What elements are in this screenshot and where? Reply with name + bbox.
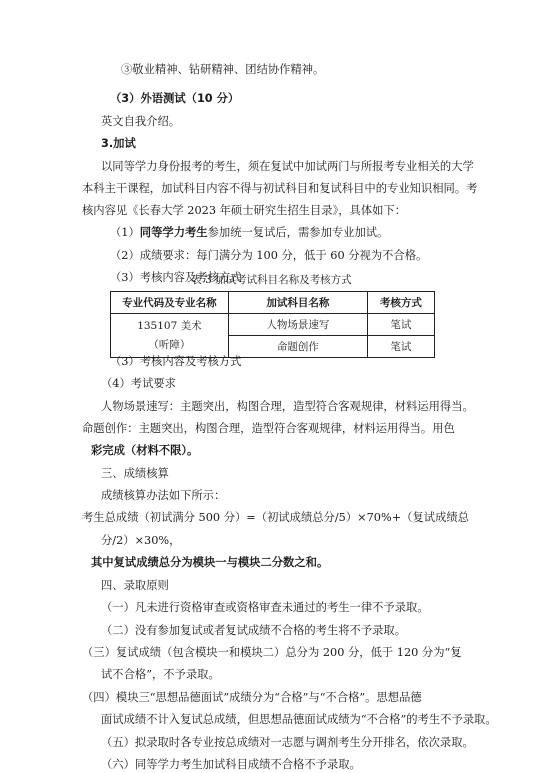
text-line: 本科主干课程，加试科目内容不得与初试科目和复试科目中的专业知识相同。考 — [82, 182, 478, 195]
text-line: （一）凡未进行资格审查或资格审查未通过的考生一律不予录取。 — [101, 601, 429, 614]
text-line: （二）没有参加复试或者复试成绩不合格的考生将不予录取。 — [101, 624, 407, 637]
text-line: ③敬业精神、钻研精神、团结协作精神。 — [121, 63, 325, 76]
text-line: （三）复试成绩（包含模块一和模块二）总分为 200 分，低于 120 分为“复 — [82, 646, 462, 659]
major-note: （听障） — [148, 339, 191, 351]
text-line: 核内容见《长春大学 2023 年硕士研究生招生目录》，具体如下： — [82, 204, 407, 217]
text-line: （2）成绩要求：每门满分为 100 分，低于 60 分视为不合格。 — [110, 249, 428, 262]
table-header-row — [111, 292, 435, 314]
text-line: （六）同等学力考生加试科目成绩不合格不予录取。 — [101, 758, 361, 771]
text-line: （4）考试要求 — [101, 377, 176, 390]
major-code: 135107 美术 — [137, 320, 202, 332]
table-caption: 表 3 加试考试科目名称及考核方式 — [191, 274, 352, 286]
text-line: 四、录取原则 — [101, 579, 169, 592]
table-header: 考核方式 — [367, 292, 434, 314]
text-line: （3）考核内容及考核方式 — [110, 355, 242, 368]
text-line: （四）模块三“思想品德面试”成绩分为“合格”与“不合格”。思想品德 — [82, 691, 422, 704]
text-line: （五）拟录取时各专业按总成绩对一志愿与调剂考生分开排名，依次录取。 — [101, 736, 474, 749]
table-cell: 命题创作 — [228, 336, 367, 358]
exam-table — [110, 291, 435, 358]
table-cell: 笔试 — [367, 336, 434, 358]
table-cell-major — [111, 314, 229, 358]
text-line: 面试成绩不计入复试总成绩，但思想品德面试成绩为“不合格”的考生不予录取。 — [101, 713, 497, 726]
bold-term: 同等学力考生 — [139, 226, 208, 239]
list-marker: （1） — [110, 226, 140, 239]
table-header: 专业代码及专业名称 — [111, 292, 229, 314]
text-line: 命题创作：主题突出，构图合理，造型符合客观规律，材料运用得当。用色 — [82, 422, 455, 435]
text-line: 英文自我介绍。 — [101, 115, 181, 128]
section-heading: 其中复试成绩总分为模块一与模块二分数之和。 — [91, 556, 329, 569]
text-line — [110, 225, 388, 241]
text-line: 考生总成绩（初试满分 500 分）=（初试成绩总分/5）×70%+（复试成绩总 — [82, 511, 469, 524]
table-cell: 笔试 — [367, 314, 434, 336]
text-line: （3）考核内容及考核方式 — [110, 271, 242, 284]
text-fragment: 参加统一复试后，需参加专业加试。 — [207, 226, 389, 239]
text-line: 成绩核算办法如下所示： — [101, 489, 226, 502]
section-heading: 3.加试 — [101, 137, 136, 150]
section-heading: （3）外语测试（10 分） — [110, 92, 240, 105]
table-cell: 人物场景速写 — [228, 314, 367, 336]
text-line: 人物场景速写：主题突出，构图合理，造型符合客观规律，材料运用得当。 — [101, 400, 474, 413]
text-line: 试不合格”，不予录取。 — [101, 668, 220, 681]
text-line: 以同等学力身份报考的考生，须在复试中加试两门与所报考专业相关的大学 — [101, 160, 474, 173]
section-heading: 彩完成（材料不限）。 — [91, 444, 199, 457]
text-line: 三、成绩核算 — [101, 467, 169, 480]
table-header: 加试科目名称 — [228, 292, 367, 314]
table-row — [111, 314, 435, 336]
text-line: 分/2）×30%， — [101, 534, 181, 547]
